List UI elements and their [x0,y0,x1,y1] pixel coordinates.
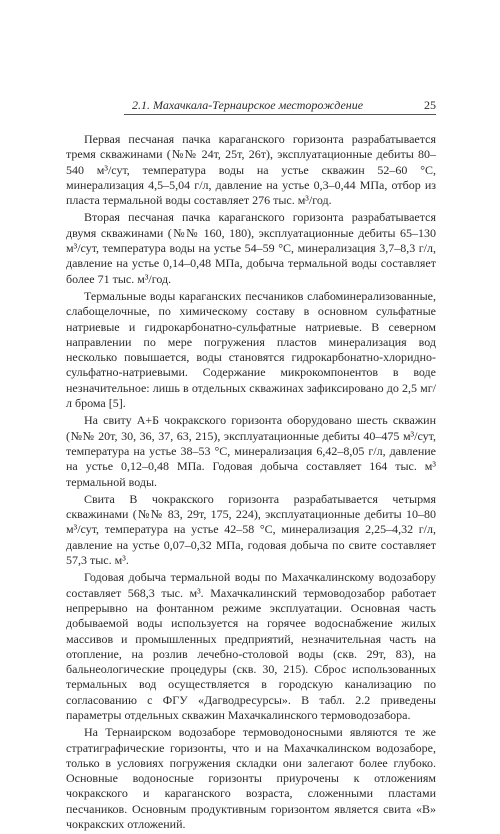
body-text [66,132,436,834]
paragraph: Вторая песчаная пачка караганского горизонта разрабатывается двумя скважинами (№№ 160, 180), эксплуатационные дебиты 65–130 м³/сут, температура воды на устье 54–59 °С, минерализация 3,7–8,3 г/л, давление на устье 0,14–0,48 МПа, добыча термальной воды составляет более 71 тыс. м³/год. [66,210,436,286]
section-title: 2.1. Махачкала-Тернаирское месторождение [132,98,364,112]
paragraph: Первая песчаная пачка караганского горизонта разрабатывается тремя скважинами (№№ 24т, 25т, 26т), эксплуатационные дебиты 80–540 м³/сут, температура воды на устье скважин 52–60 °С, минерализация 4,5–5,04 г/л, давление на устье 0,3–0,44 МПа, отбор из пласта термальной воды составляет 276 тыс. м³/год. [66,132,436,208]
paragraph: Свита В чокракского горизонта разрабатывается четырмя скважинами (№№ 83, 29т, 175, 224), эксплуатационные дебиты 10–80 м³/сут, температура на устье 42–58 °С, минерализация 2,25–4,32 г/л, давление на устье 0,07–0,32 МПа, годовая добыча по свите составляет 57,3 тыс. м³. [66,491,436,568]
page-number: 25 [424,98,436,112]
paragraph: Годовая добыча термальной воды по Махачкалинскому водозабору составляет 568,3 тыс. м³. Махачкалинский термоводозабор работает непрерывно на фонтанном режиме эксплуатации. Основная часть добываемой воды используется на горячее водоснабжение жилых массивов и промышленных предприятий, незначительная часть на отопление, на розлив лечебно-столовой воды (скв. 29т, 83), на бальнеологические процедуры (скв. 30, 215). Сброс использованных термальных вод осуществляется в городскую канализацию по согласованию с ФГУ «Дагводресурсы». В табл. 2.2 приведены параметры отдельных скважин Махачкалинского термоводозабора. [66,570,436,722]
paragraph: На Тернаирском водозаборе термоводоносными являются те же стратиграфические горизонты, что и на Махачкалинском водозаборе, только в условиях погружения складки они залегают более глубоко. Основные водоносные горизонты приурочены к отложениям чокракского и караганского возраста, сложенными пластами песчаников. Основным продуктивным горизонтом является свита «В» чокракских отложений. [66,725,436,832]
paragraph: На свиту А+Б чокракского горизонта оборудовано шесть скважин (№№ 20т, 30, 36, 37, 63, 215), эксплуатационные дебиты 40–475 м³/сут, температура на устье 38–53 °С, минерализация 6,42–8,05 г/л, давление на устье 0,12–0,48 МПа. Годовая добыча составляет 164 тыс. м³ термальной воды. [66,413,436,489]
running-header [124,98,436,115]
paragraph: Термальные воды караганских песчаников слабоминерализованные, слабощелочные, по химическому составу в основном сульфатные натриевые и гидрокарбонатно-сульфатные натриевые. В северном направлении по мере погружения пластов минерализация вод несколько повышается, воды становятся гидрокарбонатно-хлоридно-сульфатно-натриевыми. Содержание микрокомпонентов в воде незначительное: лишь в отдельных скважинах зафиксировано до 2,5 мг/л брома [5]. [66,288,436,411]
